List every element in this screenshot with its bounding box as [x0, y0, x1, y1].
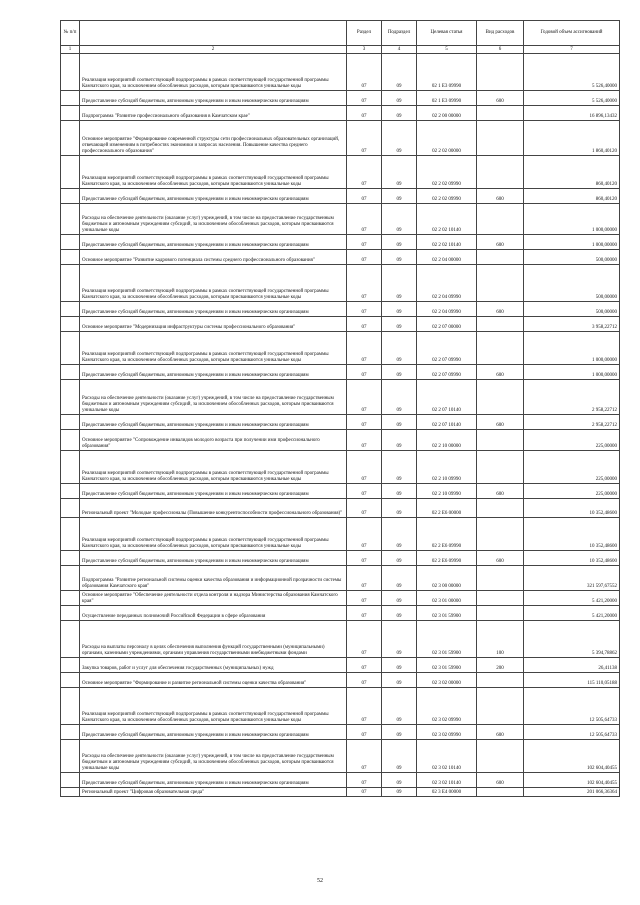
table-row [61, 250, 620, 265]
row-razdel: 07 [347, 451, 382, 484]
row-amount: 225,00000 [524, 451, 620, 484]
row-razdel: 07 [347, 317, 382, 332]
row-name: Предоставление субсидий бюджетным, автономным учреждениям и иным некоммерческим организациям [80, 189, 347, 204]
row-razdel: 07 [347, 156, 382, 189]
row-number [61, 235, 80, 250]
row-number [61, 484, 80, 499]
row-podrazdel: 09 [382, 189, 417, 204]
row-name: Подпрограмма "Развитие региональной системы оценки качества образования и информационной прозрачности системы образования Камчатского края" [80, 566, 347, 591]
row-number [61, 430, 80, 451]
row-name: Предоставление субсидий бюджетным, автономным учреждениям и иным некоммерческим организациям [80, 484, 347, 499]
row-name: Основное мероприятие "Формирование и развитие региональной системы оценки качества образования" [80, 673, 347, 688]
row-razdel: 07 [347, 91, 382, 106]
row-amount: 1 000,00000 [524, 365, 620, 380]
table-row [61, 740, 620, 773]
row-target: 02 2 02 10140 [417, 204, 477, 235]
row-name: Основное мероприятие "Формирование современной структуры сети профессиональных образовательных организаций, отвечающей изменениям в потребностях экономики и запросах населения. Повышение качества среднего профессионального образования" [80, 121, 347, 156]
row-name: Закупка товаров, работ и услуг для обеспечения государственных (муниципальных) нужд [80, 658, 347, 673]
row-number [61, 91, 80, 106]
row-target: 02 3 00 00000 [417, 566, 477, 591]
row-number [61, 788, 80, 797]
row-number [61, 121, 80, 156]
row-amount: 1 860,40120 [524, 121, 620, 156]
row-name: Предоставление субсидий бюджетным, автономным учреждениям и иным некоммерческим организациям [80, 725, 347, 740]
row-amount: 5 394,78862 [524, 621, 620, 658]
row-razdel: 07 [347, 106, 382, 121]
row-amount: 12 505,64733 [524, 725, 620, 740]
page-number: 52 [317, 878, 323, 884]
row-amount: 102 604,40455 [524, 740, 620, 773]
table-header-row [61, 21, 620, 46]
row-razdel: 07 [347, 332, 382, 365]
row-name: Основное мероприятие "Модернизация инфраструктуры системы профессионального образования" [80, 317, 347, 332]
row-number [61, 317, 80, 332]
row-amount: 1 000,00000 [524, 332, 620, 365]
table-row [61, 673, 620, 688]
row-name: Расходы на обеспечение деятельности (оказание услуг) учреждений, в том числе на предоставление государственным бюджетным и автономным учреждениям субсидий, за исключением обособленных расходов, которым присваиваются уникальные коды [80, 380, 347, 415]
row-number [61, 54, 80, 91]
row-razdel: 07 [347, 551, 382, 566]
row-amount: 201 066,36364 [524, 788, 620, 797]
row-razdel: 07 [347, 673, 382, 688]
row-razdel: 07 [347, 204, 382, 235]
row-amount: 500,00000 [524, 265, 620, 302]
row-podrazdel: 09 [382, 484, 417, 499]
column-number: 6 [477, 46, 524, 54]
row-name: Реализация мероприятий соответствующей подпрограммы в рамках соответствующей государственной программы Камчатского края, за исключением обособленных расходов, которым присваиваются уникальные коды [80, 265, 347, 302]
row-razdel: 07 [347, 621, 382, 658]
row-podrazdel: 09 [382, 317, 417, 332]
table-row [61, 430, 620, 451]
row-number [61, 415, 80, 430]
table-row [61, 591, 620, 606]
row-target: 02 3 01 59900 [417, 606, 477, 621]
row-razdel: 07 [347, 265, 382, 302]
row-razdel: 07 [347, 788, 382, 797]
row-vid [477, 518, 524, 551]
table-row [61, 658, 620, 673]
row-number [61, 265, 80, 302]
row-target: 02 3 01 59900 [417, 621, 477, 658]
header-name [80, 21, 347, 46]
row-podrazdel: 09 [382, 415, 417, 430]
row-podrazdel: 09 [382, 499, 417, 518]
table-row [61, 725, 620, 740]
row-target: 02 1 Е3 09990 [417, 54, 477, 91]
row-number [61, 621, 80, 658]
row-vid [477, 106, 524, 121]
row-target: 02 3 01 59900 [417, 658, 477, 673]
row-vid: 600 [477, 235, 524, 250]
row-podrazdel: 09 [382, 551, 417, 566]
row-number [61, 518, 80, 551]
row-number [61, 451, 80, 484]
row-name: Предоставление субсидий бюджетным, автономным учреждениям и иным некоммерческим организациям [80, 773, 347, 788]
row-podrazdel: 09 [382, 740, 417, 773]
row-amount: 500,00000 [524, 302, 620, 317]
row-razdel: 07 [347, 688, 382, 725]
budget-table-body [61, 21, 620, 797]
row-vid [477, 673, 524, 688]
row-number [61, 302, 80, 317]
row-vid: 100 [477, 621, 524, 658]
row-target: 02 2 Е6 00000 [417, 499, 477, 518]
table-row [61, 156, 620, 189]
row-target: 02 2 04 00000 [417, 250, 477, 265]
row-podrazdel: 09 [382, 121, 417, 156]
row-podrazdel: 09 [382, 91, 417, 106]
table-row [61, 566, 620, 591]
row-number [61, 106, 80, 121]
row-name: Расходы на обеспечение деятельности (оказание услуг) учреждений, в том числе на предоставление государственным бюджетным и автономным учреждениям субсидий, за исключением обособленных расходов, которым присваиваются уникальные коды [80, 204, 347, 235]
row-number [61, 332, 80, 365]
row-target: 02 2 00 00000 [417, 106, 477, 121]
row-podrazdel: 09 [382, 658, 417, 673]
row-name: Расходы на обеспечение деятельности (оказание услуг) учреждений, в том числе на предоставление государственным бюджетным и автономным учреждениям субсидий, за исключением обособленных расходов, которым присваиваются уникальные коды [80, 740, 347, 773]
row-number [61, 499, 80, 518]
row-name: Предоставление субсидий бюджетным, автономным учреждениям и иным некоммерческим организациям [80, 415, 347, 430]
row-amount: 5 421,20000 [524, 606, 620, 621]
row-razdel: 07 [347, 606, 382, 621]
table-row [61, 688, 620, 725]
row-target: 02 2 04 09990 [417, 265, 477, 302]
row-podrazdel: 09 [382, 332, 417, 365]
row-name: Основное мероприятие "Сопровождение инвалидов молодого возраста при получении ими профессионального образования" [80, 430, 347, 451]
row-name: Реализация мероприятий соответствующей подпрограммы в рамках соответствующей государственной программы Камчатского края, за исключением обособленных расходов, которым присваиваются уникальные коды [80, 688, 347, 725]
row-name: Расходы на выплаты персоналу в целях обеспечения выполнения функций государственными (муниципальными) органами, казенными учреждениями, органами управления государственными внебюджетными фондами [80, 621, 347, 658]
row-amount: 10 352,48600 [524, 499, 620, 518]
row-target: 02 3 02 00000 [417, 673, 477, 688]
table-row [61, 235, 620, 250]
table-row [61, 788, 620, 797]
row-target: 02 3 Е4 00000 [417, 788, 477, 797]
row-vid [477, 566, 524, 591]
row-amount: 26,41138 [524, 658, 620, 673]
row-target: 02 2 07 00000 [417, 317, 477, 332]
row-target: 02 2 02 09990 [417, 156, 477, 189]
table-row [61, 621, 620, 658]
row-number [61, 606, 80, 621]
row-vid [477, 688, 524, 725]
row-name: Предоставление субсидий бюджетным, автономным учреждениям и иным некоммерческим организациям [80, 551, 347, 566]
row-amount: 16 896,13432 [524, 106, 620, 121]
row-amount: 225,00000 [524, 430, 620, 451]
row-name: Подпрограмма "Развитие профессионального образования в Камчатском крае" [80, 106, 347, 121]
table-row [61, 415, 620, 430]
row-name: Основное мероприятие "Обеспечение деятельности отдела контроля и надзора Министерства образования Камчатского края" [80, 591, 347, 606]
row-vid [477, 591, 524, 606]
row-target: 02 3 02 09990 [417, 688, 477, 725]
row-podrazdel: 09 [382, 430, 417, 451]
row-podrazdel: 09 [382, 621, 417, 658]
row-razdel: 07 [347, 725, 382, 740]
table-row [61, 518, 620, 551]
table-row [61, 265, 620, 302]
row-vid [477, 430, 524, 451]
table-row [61, 451, 620, 484]
table-row [61, 91, 620, 106]
table-row [61, 773, 620, 788]
row-vid [477, 788, 524, 797]
row-number [61, 365, 80, 380]
row-razdel: 07 [347, 566, 382, 591]
row-target: 02 2 04 09990 [417, 302, 477, 317]
row-target: 02 2 02 09990 [417, 189, 477, 204]
table-row [61, 106, 620, 121]
row-number [61, 688, 80, 725]
row-number [61, 189, 80, 204]
row-podrazdel: 09 [382, 591, 417, 606]
row-razdel: 07 [347, 773, 382, 788]
row-amount: 2 958,22712 [524, 415, 620, 430]
header-number: № п/п [61, 21, 80, 46]
row-amount: 10 352,48600 [524, 518, 620, 551]
row-podrazdel: 09 [382, 725, 417, 740]
row-podrazdel: 09 [382, 673, 417, 688]
row-podrazdel: 09 [382, 302, 417, 317]
column-number: 7 [524, 46, 620, 54]
row-number [61, 773, 80, 788]
column-number-row [61, 46, 620, 54]
table-row [61, 189, 620, 204]
row-vid [477, 499, 524, 518]
row-vid [477, 250, 524, 265]
row-target: 02 2 07 10140 [417, 415, 477, 430]
row-vid: 600 [477, 773, 524, 788]
row-razdel: 07 [347, 484, 382, 499]
row-razdel: 07 [347, 302, 382, 317]
row-amount: 1 000,00000 [524, 235, 620, 250]
row-razdel: 07 [347, 380, 382, 415]
row-vid [477, 380, 524, 415]
row-razdel: 07 [347, 499, 382, 518]
row-target: 02 2 07 10140 [417, 380, 477, 415]
row-target: 02 1 Е3 09990 [417, 91, 477, 106]
row-target: 02 2 10 09990 [417, 451, 477, 484]
header-amount: Годовой объем ассигнований [524, 21, 620, 46]
row-vid: 200 [477, 658, 524, 673]
row-razdel: 07 [347, 518, 382, 551]
row-name: Реализация мероприятий соответствующей подпрограммы в рамках соответствующей государственной программы Камчатского края, за исключением обособленных расходов, которым присваиваются уникальные коды [80, 332, 347, 365]
header-vid: Вид расходов [477, 21, 524, 46]
row-podrazdel: 09 [382, 773, 417, 788]
row-vid [477, 332, 524, 365]
row-vid [477, 121, 524, 156]
row-podrazdel: 09 [382, 204, 417, 235]
row-podrazdel: 09 [382, 606, 417, 621]
row-vid [477, 54, 524, 91]
row-vid: 600 [477, 189, 524, 204]
row-target: 02 2 10 09990 [417, 484, 477, 499]
row-target: 02 2 10 00000 [417, 430, 477, 451]
row-vid: 600 [477, 725, 524, 740]
column-number: 4 [382, 46, 417, 54]
row-target: 02 3 02 09990 [417, 725, 477, 740]
column-number: 3 [347, 46, 382, 54]
row-podrazdel: 09 [382, 106, 417, 121]
row-target: 02 2 Е6 09990 [417, 518, 477, 551]
row-razdel: 07 [347, 430, 382, 451]
table-row [61, 606, 620, 621]
row-target: 02 2 07 09990 [417, 365, 477, 380]
column-number: 2 [80, 46, 347, 54]
row-vid: 600 [477, 91, 524, 106]
row-podrazdel: 09 [382, 250, 417, 265]
row-number [61, 591, 80, 606]
row-amount: 500,00000 [524, 250, 620, 265]
row-amount: 5 526,40000 [524, 91, 620, 106]
row-name: Осуществление переданных полномочий Российской Федерации в сфере образования [80, 606, 347, 621]
row-podrazdel: 09 [382, 451, 417, 484]
row-target: 02 3 02 10140 [417, 740, 477, 773]
row-vid: 600 [477, 365, 524, 380]
row-podrazdel: 09 [382, 235, 417, 250]
table-row [61, 121, 620, 156]
row-vid [477, 265, 524, 302]
row-name: Региональный проект "Молодые профессионалы (Повышение конкурентоспособности профессионального образования)" [80, 499, 347, 518]
row-name: Реализация мероприятий соответствующей подпрограммы в рамках соответствующей государственной программы Камчатского края, за исключением обособленных расходов, которым присваиваются уникальные коды [80, 451, 347, 484]
row-number [61, 658, 80, 673]
column-number: 1 [61, 46, 80, 54]
row-target: 02 3 02 10140 [417, 773, 477, 788]
row-amount: 10 352,48600 [524, 551, 620, 566]
table-row [61, 302, 620, 317]
table-row [61, 332, 620, 365]
row-number [61, 673, 80, 688]
row-podrazdel: 09 [382, 788, 417, 797]
row-name: Предоставление субсидий бюджетным, автономным учреждениям и иным некоммерческим организациям [80, 91, 347, 106]
row-razdel: 07 [347, 591, 382, 606]
row-razdel: 07 [347, 250, 382, 265]
table-row [61, 380, 620, 415]
table-row [61, 551, 620, 566]
row-vid [477, 451, 524, 484]
row-podrazdel: 09 [382, 380, 417, 415]
row-amount: 115 110,05188 [524, 673, 620, 688]
row-target: 02 2 07 09990 [417, 332, 477, 365]
row-razdel: 07 [347, 54, 382, 91]
row-amount: 860,40120 [524, 156, 620, 189]
row-amount: 225,00000 [524, 484, 620, 499]
row-number [61, 725, 80, 740]
row-name: Предоставление субсидий бюджетным, автономным учреждениям и иным некоммерческим организациям [80, 235, 347, 250]
row-vid [477, 606, 524, 621]
row-name: Реализация мероприятий соответствующей подпрограммы в рамках соответствующей государственной программы Камчатского края, за исключением обособленных расходов, которым присваиваются уникальные коды [80, 54, 347, 91]
row-number [61, 380, 80, 415]
row-amount: 321 597,67552 [524, 566, 620, 591]
row-razdel: 07 [347, 365, 382, 380]
row-vid [477, 740, 524, 773]
row-vid: 600 [477, 551, 524, 566]
row-target: 02 2 02 00000 [417, 121, 477, 156]
table-row [61, 317, 620, 332]
row-vid [477, 156, 524, 189]
row-amount: 2 958,22712 [524, 380, 620, 415]
row-razdel: 07 [347, 658, 382, 673]
row-name: Предоставление субсидий бюджетным, автономным учреждениям и иным некоммерческим организациям [80, 302, 347, 317]
row-amount: 5 421,20000 [524, 591, 620, 606]
row-name: Реализация мероприятий соответствующей подпрограммы в рамках соответствующей государственной программы Камчатского края, за исключением обособленных расходов, которым присваиваются уникальные коды [80, 518, 347, 551]
row-name: Региональный проект "Цифровая образовательная среда" [80, 788, 347, 797]
row-vid [477, 317, 524, 332]
row-vid: 600 [477, 302, 524, 317]
row-podrazdel: 09 [382, 156, 417, 189]
row-name: Реализация мероприятий соответствующей подпрограммы в рамках соответствующей государственной программы Камчатского края, за исключением обособленных расходов, которым присваиваются уникальные коды [80, 156, 347, 189]
row-podrazdel: 09 [382, 54, 417, 91]
table-row [61, 365, 620, 380]
row-number [61, 551, 80, 566]
table-row [61, 484, 620, 499]
row-amount: 1 000,00000 [524, 204, 620, 235]
table-row [61, 204, 620, 235]
table-row [61, 54, 620, 91]
row-vid: 600 [477, 484, 524, 499]
row-amount: 860,40120 [524, 189, 620, 204]
row-amount: 102 604,40455 [524, 773, 620, 788]
row-podrazdel: 09 [382, 688, 417, 725]
budget-table [60, 20, 620, 797]
row-vid: 600 [477, 415, 524, 430]
row-number [61, 156, 80, 189]
row-vid [477, 204, 524, 235]
row-razdel: 07 [347, 121, 382, 156]
row-number [61, 566, 80, 591]
row-razdel: 07 [347, 415, 382, 430]
header-razdel: Раздел [347, 21, 382, 46]
row-target: 02 2 Е6 09990 [417, 551, 477, 566]
row-target: 02 3 01 00000 [417, 591, 477, 606]
row-number [61, 204, 80, 235]
row-podrazdel: 09 [382, 365, 417, 380]
row-amount: 12 505,64733 [524, 688, 620, 725]
row-razdel: 07 [347, 235, 382, 250]
header-podrazdel: Подраздел [382, 21, 417, 46]
row-name: Основное мероприятие "Развитие кадрового потенциала системы среднего профессионального образования" [80, 250, 347, 265]
row-podrazdel: 09 [382, 566, 417, 591]
row-name: Предоставление субсидий бюджетным, автономным учреждениям и иным некоммерческим организациям [80, 365, 347, 380]
row-amount: 3 958,22712 [524, 317, 620, 332]
row-target: 02 2 02 10140 [417, 235, 477, 250]
row-number [61, 740, 80, 773]
column-number: 5 [417, 46, 477, 54]
row-number [61, 250, 80, 265]
row-amount: 5 526,40000 [524, 54, 620, 91]
row-razdel: 07 [347, 740, 382, 773]
row-podrazdel: 09 [382, 518, 417, 551]
row-podrazdel: 09 [382, 265, 417, 302]
table-row [61, 499, 620, 518]
row-razdel: 07 [347, 189, 382, 204]
header-target: Целевая статья [417, 21, 477, 46]
